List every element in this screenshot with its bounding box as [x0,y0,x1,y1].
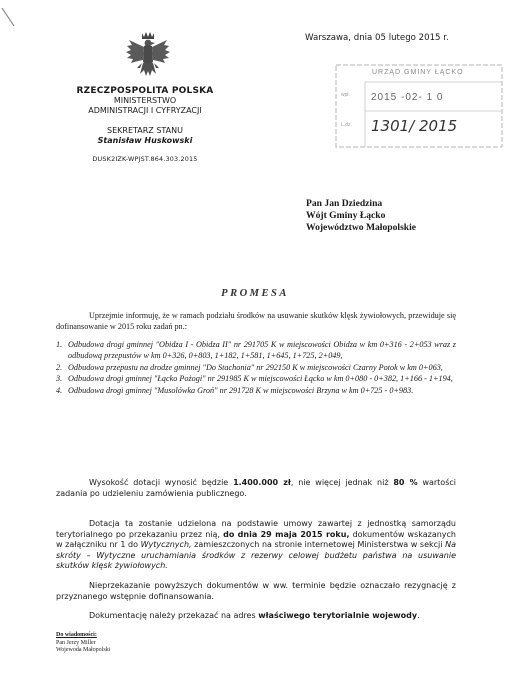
task-item [56,374,456,385]
cc-recipient-position: Wojewoda Małopolski [56,647,111,654]
recipient-position: Wójt Gminy Łącko [306,210,386,221]
submission-paragraph [56,611,456,622]
task-number: 1. [56,340,63,349]
stamp-label: URZĄD GMINY ŁĄCKO [372,69,464,76]
cc-block [56,632,110,655]
recipient-region: Województwo Małopolskie [306,222,417,233]
document-title: PROMESA [221,288,289,299]
ministry-name: ADMINISTRACJI I CYFRYZACJI [88,106,202,115]
stamp-side-label: L.dz. [341,122,352,128]
intro-paragraph: Uprzejmie informuję, że w ramach podziału środków na usuwanie skutków klęsk żywiołowych, przewiduje się dofinansowanie w 2015 roku zadań pn.: [56,311,456,331]
stamp-received-date: 2015 -02- 1 0 [371,92,444,103]
institution-block [40,86,250,163]
task-text: Odbudowa drogi gminnej "Musolówka Groń" nr 291728 K w miejscowości Brzyna w km 0+725 - 0+983. [68,386,414,396]
city-date: Warszawa, dnia 05 lutego 2015 r. [305,33,449,43]
secretary-title: SEKRETARZ STANU [107,126,183,135]
subsidy-text: Wysokość dotacji wynosić będzie [89,478,234,487]
notice-paragraph: Nieprzekazanie powyższych dokumentów w ww. terminie będzie oznaczało rezygnację z przyznanego wstępnie dofinansowania. [56,581,456,601]
task-item [56,363,456,374]
registry-stamp [335,64,503,148]
subsidy-percent: 80 % [393,478,418,487]
task-number: 2. [56,362,63,372]
task-text: Odbudowa drogi gminnej "Łącko Pożogi" nr 291985 K w miejscowości Łącko w km 0+080 - 0+382, 1+166 - 1+194, [68,374,453,384]
ministry-line: MINISTERSTWO [113,96,177,105]
agreement-text: Dotacja ta zostanie udzielona na podstawie umowy zawartej z jednostką samorządu terytorialnego po przekazaniu przez nią, [56,519,456,539]
subsidy-text: wartości zadania po udzieleniu zamówienia publicznego. [56,478,456,498]
task-item [56,386,456,397]
subsidy-paragraph [56,478,456,499]
submission-addressee: właściwego terytorialnie wojewody [258,611,418,620]
task-number: 3. [56,374,63,384]
republic-name: RZECZPOSPOLITA POLSKA [76,86,214,96]
white-eagle-emblem-icon [125,30,171,80]
stamp-frame [335,64,503,148]
recipient-name: Pan Jan Dziedzina [306,198,383,209]
subsidy-amount: 1.400.000 zł [233,478,291,487]
recipient-block [306,198,416,234]
website-section-reference: Na skróty – Wytyczne uruchamiania środków z rezerwy celowej budżetu państwa na usuwanie skutków klęsk żywiołowych. [56,540,456,571]
task-number: 4. [56,386,63,396]
subsidy-text: , nie więcej jednak niż [290,478,394,487]
submission-text: . [417,611,420,620]
guidelines-reference: Wytycznych, [140,540,192,550]
corner-fold-mark [0,0,22,30]
cc-label: Do wiadomości: [56,632,97,638]
submission-text: Dokumentację należy przekazać na adres [89,611,259,620]
agreement-text: dokumentów wskazanych w załączniku nr 1 do [56,529,457,550]
stamp-entry-number: 1301/ 2015 [371,117,458,135]
task-list [56,340,456,398]
cc-recipient-name: Pan Jerzy Miller [56,639,96,646]
task-text: Odbudowa przepustu na drodze gminnej "Do Stachonia" nr 292150 K w miejscowości Czarny Potok w km 0+063, [68,362,443,372]
secretary-name: Stanisław Huskowski [97,136,193,145]
agreement-deadline: do dnia 29 maja 2015 roku, [223,529,350,539]
task-item [56,340,456,362]
agreement-text: zamieszczonych na stronie internetowej Ministerstwa w sekcji [191,540,446,550]
reference-number: DUSK2IZK-WPJST.864.303.2015 [92,155,198,163]
stamp-side-label: wpł. [341,92,350,98]
agreement-paragraph [56,519,456,572]
task-text: Odbudowa drogi gminnej "Obidza I - Obidza II" nr 291705 K w miejscowości Obidza w km 0+316 - 2+053 wraz z odbudową przepustów w km 0+326, 0+803, 1+182, 1+581, 1+645, 1+725, 2+049, [68,340,456,360]
